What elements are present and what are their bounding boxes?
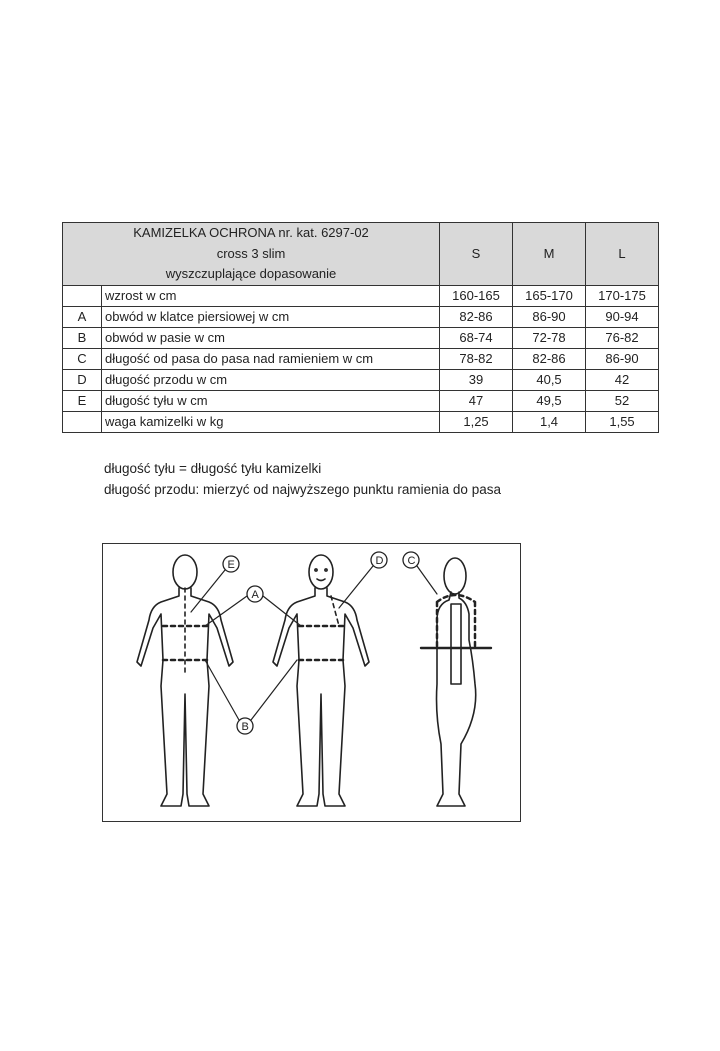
row-label: długość przodu w cm bbox=[102, 369, 440, 390]
table-row bbox=[63, 411, 659, 432]
note-back-length: długość tyłu = długość tyłu kamizelki bbox=[104, 461, 322, 476]
row-code: E bbox=[63, 390, 102, 411]
row-value-l: 1,55 bbox=[586, 411, 659, 432]
row-label: długość od pasa do pasa nad ramieniem w cm bbox=[102, 348, 440, 369]
row-value-m: 1,4 bbox=[513, 411, 586, 432]
row-value-m: 86-90 bbox=[513, 306, 586, 327]
table-row bbox=[63, 306, 659, 327]
product-title bbox=[63, 223, 440, 286]
label-c-text: C bbox=[407, 555, 416, 567]
row-value-s: 1,25 bbox=[440, 411, 513, 432]
product-title-line: cross 3 slim bbox=[216, 245, 286, 261]
row-value-s: 68-74 bbox=[440, 327, 513, 348]
product-title-line: wyszczuplające dopasowanie bbox=[165, 266, 337, 281]
size-header-l: L bbox=[586, 223, 659, 286]
back-view-figure bbox=[137, 555, 233, 806]
row-label: wzrost w cm bbox=[102, 285, 440, 306]
size-header-s: S bbox=[440, 223, 513, 286]
row-code bbox=[63, 411, 102, 432]
body-figures-svg bbox=[103, 544, 520, 821]
label-a-icon bbox=[247, 586, 263, 602]
row-code bbox=[63, 285, 102, 306]
table-row bbox=[63, 285, 659, 306]
row-value-m: 49,5 bbox=[513, 390, 586, 411]
measurement-notes bbox=[104, 458, 501, 500]
table-row bbox=[63, 348, 659, 369]
row-value-m: 82-86 bbox=[513, 348, 586, 369]
row-value-s: 82-86 bbox=[440, 306, 513, 327]
row-value-l: 76-82 bbox=[586, 327, 659, 348]
row-code: D bbox=[63, 369, 102, 390]
label-a-text: A bbox=[251, 589, 259, 601]
row-label: długość tyłu w cm bbox=[102, 390, 440, 411]
table-row bbox=[63, 369, 659, 390]
row-value-m: 72-78 bbox=[513, 327, 586, 348]
note-front-length: długość przodu: mierzyć od najwyższego punktu ramienia do pasa bbox=[104, 482, 501, 497]
row-code: A bbox=[63, 306, 102, 327]
row-value-s: 78-82 bbox=[440, 348, 513, 369]
row-label: obwód w klatce piersiowej w cm bbox=[102, 306, 440, 327]
label-d-text: D bbox=[375, 555, 384, 567]
size-table bbox=[62, 222, 659, 433]
side-view-figure bbox=[421, 558, 491, 806]
row-code: C bbox=[63, 348, 102, 369]
row-value-s: 39 bbox=[440, 369, 513, 390]
product-title-line: KAMIZELKA OCHRONA nr. kat. 6297-02 bbox=[133, 225, 369, 240]
row-value-l: 42 bbox=[586, 369, 659, 390]
label-b-text: B bbox=[241, 721, 249, 733]
row-value-s: 160-165 bbox=[440, 285, 513, 306]
row-value-m: 165-170 bbox=[513, 285, 586, 306]
row-value-l: 86-90 bbox=[586, 348, 659, 369]
size-header-m: M bbox=[513, 223, 586, 286]
row-value-m: 40,5 bbox=[513, 369, 586, 390]
row-value-l: 90-94 bbox=[586, 306, 659, 327]
row-label: waga kamizelki w kg bbox=[102, 411, 440, 432]
front-view-figure bbox=[273, 555, 369, 806]
row-code: B bbox=[63, 327, 102, 348]
measurement-diagram bbox=[102, 543, 521, 822]
table-row bbox=[63, 390, 659, 411]
row-value-l: 170-175 bbox=[586, 285, 659, 306]
table-row bbox=[63, 327, 659, 348]
label-e-text: E bbox=[227, 559, 235, 571]
table-header-row bbox=[63, 223, 659, 286]
row-label: obwód w pasie w cm bbox=[102, 327, 440, 348]
row-value-l: 52 bbox=[586, 390, 659, 411]
row-value-s: 47 bbox=[440, 390, 513, 411]
